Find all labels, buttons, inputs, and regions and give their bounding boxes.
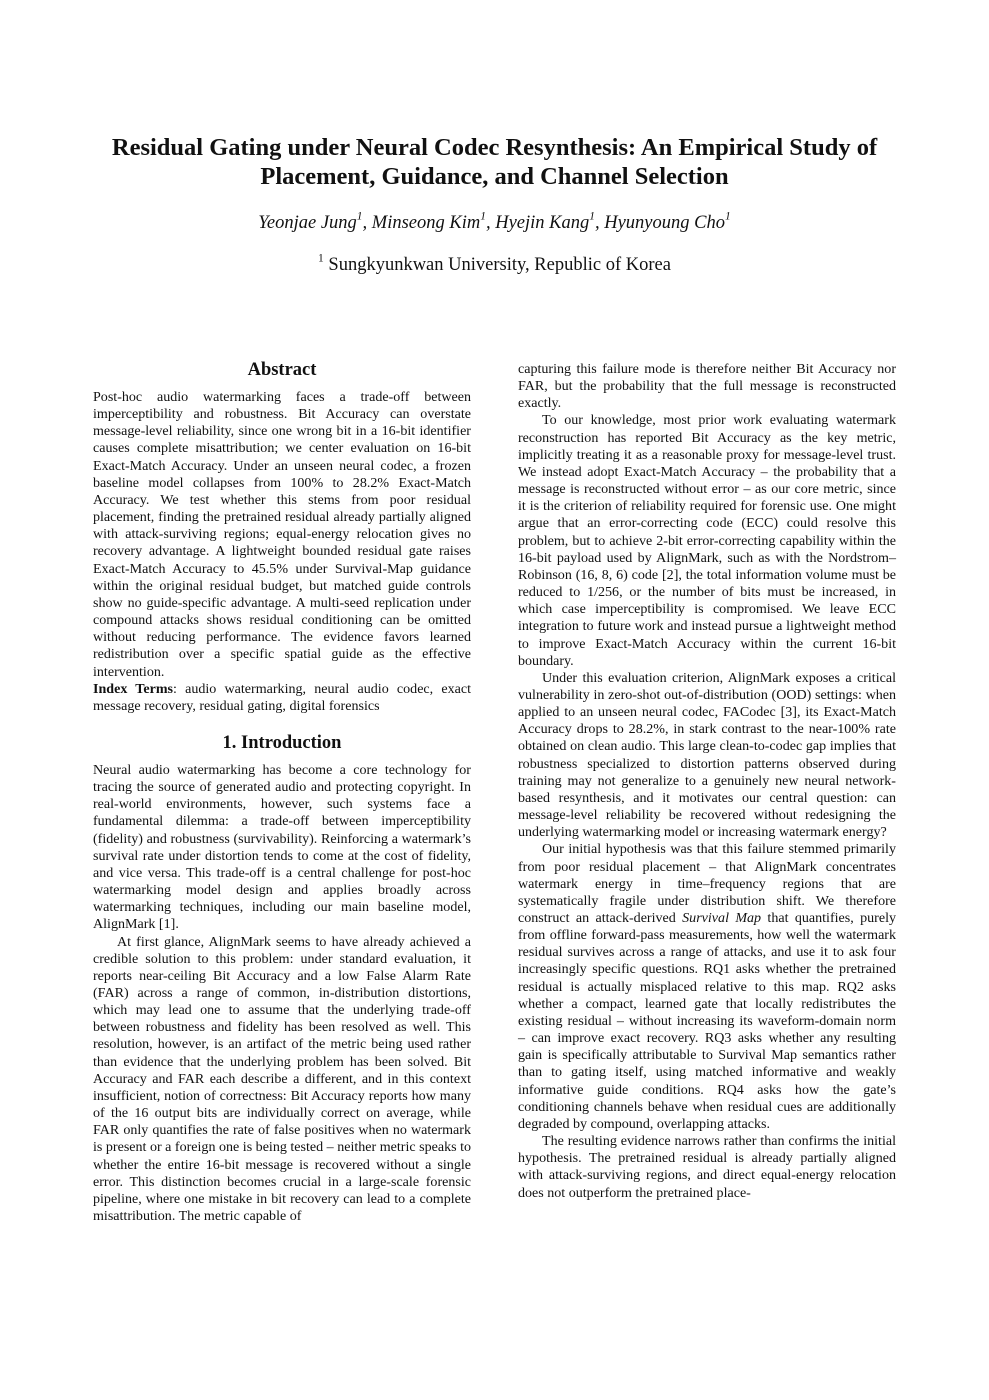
intro-paragraph-2-continued: capturing this failure mode is therefore neither Bit Accuracy nor FAR, but the probability that the full message is reconstructed exactly. [518, 361, 896, 412]
intro-paragraph-5-part: that quantifies, purely from offline forward-pass measurements, how well the watermark residual survives across a range of attacks, and use it to ask four increasingly specific questions. RQ1 asks whether the pretrained residual is actually misplaced relative to this map. RQ2 asks whether a compact, learned gate that locally redistributes the existing residual – without increasing its waveform-domain norm – can improve exact recovery. RQ3 asks whether any resulting gain is specifically attributable to Survival Map semantics rather than to gating itself, using matched informative and weakly informative guide conditions. RQ4 asks how the gate’s conditioning channels behave when residual cues are additionally degraded by compound, overlapping attacks. [518, 910, 896, 1132]
intro-paragraph-3 [518, 412, 896, 669]
author-list: Yeonjae Jung$^1$, Minseong Kim$^1$, Hyejin Kang$^1$, Hyunyoung Cho$^1$ [258, 210, 731, 233]
author-affiliation-mark: 1 [589, 210, 595, 223]
nordstrom-robinson-parameters: (16, 8, 6) [575, 566, 628, 583]
survival-map-term: Survival Map [682, 910, 762, 926]
intro-paragraph-6: The resulting evidence narrows rather than confirms the initial hypothesis. The pretrained residual is already partially aligned with attack-surviving regions, and direct equal-energy relocation does not outperform the pretrained place- [518, 1133, 896, 1201]
intro-paragraph-2: At first glance, AlignMark seems to have already achieved a credible solution to this problem: under standard evaluation, it reports near-ceiling Bit Accuracy and a low False Alarm Rate (FAR) across a range of common, in-distribution distortions, which may lead one to assume that the underlying trade-off between robustness and fidelity has been resolved as well. This resolution, however, is an artifact of the metric being used rather than evidence that the underlying problem has been solved. Bit Accuracy and FAR each describe a different, and in this context insufficient, notion of correctness: Bit Accuracy reports how many of the 16 output bits are individually correct on average, while FAR only quantifies the rate of false positives when no watermark is present or a foreign one is being tested – neither metric speaks to whether the entire 16-bit message is recovered without a single error. This distinction becomes crucial in a large-scale forensic pipeline, where one mistake in bit recovery can lead to a complete misattribution. The metric capable of [93, 933, 471, 1225]
index-terms [93, 681, 471, 715]
intro-paragraph-5-part: Our initial hypothesis was that this failure stemmed primarily from poor residual placement – that AlignMark concentrates watermark energy in time–frequency regions that are systematically fragile under distribution shift. We therefore construct an attack-derived [518, 841, 896, 926]
paper-title: Residual Gating under Neural Codec Resynthesis: An Empirical Study of Placement, Guidance, and Channel Selection [111, 134, 878, 190]
affiliation-text: Sungkyunkwan University, Republic of Korea [328, 255, 671, 275]
author-name: Yeonjae Jung [258, 213, 357, 233]
intro-paragraph-5 [518, 841, 896, 1133]
author-affiliation-mark: 1 [480, 210, 486, 223]
abstract-heading: Abstract [247, 360, 317, 380]
author-name: Minseong Kim [371, 213, 481, 233]
intro-paragraph-4: Under this evaluation criterion, AlignMark exposes a critical vulnerability in zero-shot out-of-distribution (OOD) settings: when applied to an unseen neural codec, FACodec [3], its Exact-Match Accuracy drops to 28.2%, in stark contrast to the near-100% rate obtained on clean audio. This large clean-to-codec gap implies that robustness specialized to distortion patterns observed during training may not generalize to a genuinely new neural network-based resynthesis, and it motivates our central question: can message-level reliability be recovered without redesigning the underlying watermarking model or increasing watermark energy? [518, 669, 896, 841]
author-name: Hyejin Kang [495, 213, 590, 233]
abstract-text: Post-hoc audio watermarking faces a trade-off between imperceptibility and robustness. Bit Accuracy can overstate message-level reliability, since one wrong bit in a 16-bit identifier causes complete misattribution; we center evaluation on 16-bit Exact-Match Accuracy. Under an unseen neural codec, a frozen baseline model collapses from 100% to 28.2% Exact-Match Accuracy. We test whether this stems from poor residual placement, finding the pretrained residual already partially aligned with attack-surviving regions; equal-energy relocation gives no recovery advantage. A lightweight bounded residual gate raises Exact-Match Accuracy to 45.5% under Survival-Map guidance within the original residual budget, but matched guide controls show no guide-specific advantage. A multi-seed replication under compound attacks shows residual conditioning can be omitted without reducing performance. The evidence favors learned redistribution over a specific spatial guide as the effective intervention. [93, 389, 471, 680]
right-column [518, 361, 896, 1202]
intro-paragraph-1: Neural audio watermarking has become a core technology for tracing the source of generated audio and protecting copyright. In real-world environments, however, such systems face a fundamental dilemma: a trade-off between imperceptibility (fidelity) and robustness (survivability). Reinforcing a watermark’s survival rate under distortion tends to come at the cost of fidelity, and vice versa. This trade-off is a central challenge for post-hoc watermarking model design and applies broadly across watermarking techniques, including our main baseline model, AlignMark [1]. [93, 761, 471, 933]
index-terms-label: Index Terms [93, 680, 174, 697]
intro-paragraph-3-part: To our knowledge, most prior work evaluating watermark reconstruction has reported Bit Accuracy as the key metric, implicitly treating it as a reasonable proxy for message-level trust. We instead adopt Exact-Match Accuracy – the probability that a message is reconstructed without error – as our core metric, since it is the criterion of reliability required for forensic use. One might argue that an error-correcting code (ECC) could resolve this problem, but to achieve 2-bit error-correcting capability within the 16-bit payload used by AlignMark, such as with the Nordstrom–Robinson [518, 412, 896, 583]
affiliation [80, 253, 909, 277]
author-name: Hyunyoung Cho [604, 213, 725, 233]
intro-paragraph-3-part: , or the number of bits must be increased, in which case imperceptibility is compromised. We leave ECC integration to future work and instead pursue a lightweight method to improve Exact-Match Accuracy within the current 16-bit boundary. [518, 584, 897, 669]
information-ratio: 1/256 [587, 584, 620, 601]
author-affiliation-mark: 1 [724, 210, 731, 223]
author-affiliation-mark: 1 [356, 210, 363, 223]
left-column [93, 358, 471, 1225]
index-terms-text: : audio watermarking, neural audio codec, exact message recovery, residual gating, digital forensics [93, 680, 471, 714]
intro-paragraph-3-part: code [2], the total information volume must be reduced to [518, 566, 897, 601]
introduction-heading: 1. Introduction [222, 732, 342, 753]
affiliation-mark: 1 [318, 252, 324, 265]
